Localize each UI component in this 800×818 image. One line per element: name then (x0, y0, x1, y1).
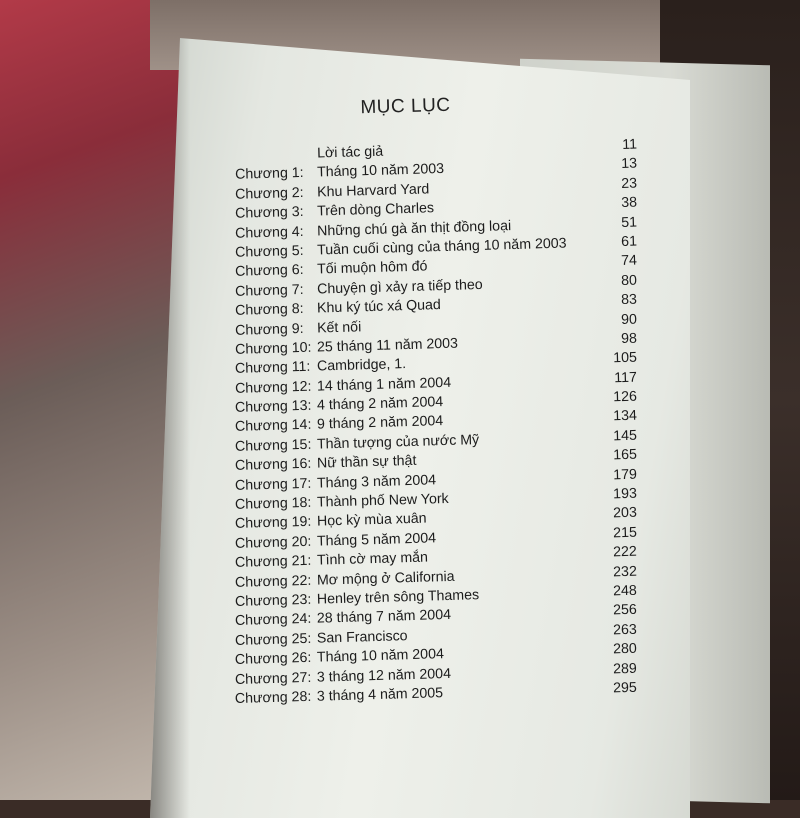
toc-chapter-title: Tháng 5 năm 2004 (316, 530, 437, 550)
toc-chapter-title: Khu ký túc xá Quad (316, 297, 442, 317)
toc-page-number: 263 (612, 621, 638, 639)
toc-chapter-title: Tình cờ may mắn (316, 549, 429, 569)
toc-chapter-title: Tháng 10 năm 2003 (316, 161, 445, 181)
toc-page-number: 11 (622, 136, 638, 153)
toc-chapter-label: Chương 5: (234, 242, 304, 261)
toc-chapter-label: Chương 14: (234, 417, 312, 436)
toc-chapter-title: Kết nối (316, 318, 362, 337)
toc-page-number: 295 (612, 679, 638, 697)
toc-page-number: 215 (612, 524, 638, 542)
toc-chapter-label: Chương 21: (234, 553, 312, 572)
toc-content (190, 84, 638, 756)
toc-chapter-title: 9 tháng 2 năm 2004 (316, 413, 444, 434)
toc-chapter-title: Học kỳ mùa xuân (316, 510, 427, 531)
toc-chapter-label: Chương 13: (234, 397, 312, 416)
toc-chapter-label: Chương 3: (234, 204, 304, 222)
toc-chapter-title: Mơ mộng ở California (316, 568, 455, 589)
toc-chapter-title: 3 tháng 4 năm 2005 (316, 685, 444, 705)
toc-page-number: 74 (620, 252, 638, 270)
toc-page-number: 38 (620, 194, 638, 212)
toc-chapter-label: Chương 25: (234, 630, 312, 649)
toc-chapter-title: Tuần cuối cùng của tháng 10 năm 2003 (316, 235, 567, 259)
page-title: MỤC LỤC (360, 94, 451, 119)
toc-chapter-title: Tháng 3 năm 2004 (316, 471, 437, 492)
toc-chapter-label: Chương 12: (234, 378, 312, 397)
toc-chapter-label: Chương 19: (234, 514, 312, 533)
toc-page-number: 105 (613, 349, 638, 367)
toc-page-number: 117 (614, 369, 638, 386)
toc-page-number: 248 (612, 582, 638, 600)
toc-chapter-title: Henley trên sông Thames (316, 587, 480, 608)
toc-chapter-label: Chương 8: (234, 301, 304, 319)
toc-page-number: 98 (620, 330, 638, 347)
toc-chapter-title: Nữ thần sự thật (316, 453, 417, 472)
toc-page-number: 83 (620, 291, 638, 309)
toc-chapter-label: Chương 6: (234, 262, 304, 281)
toc-chapter-label: Chương 18: (234, 494, 312, 513)
toc-chapter-title: Thần tượng của nước Mỹ (316, 431, 480, 453)
toc-page-number: 289 (612, 660, 638, 677)
toc-page-number: 193 (612, 485, 638, 503)
toc-page-number: 134 (613, 408, 638, 425)
toc-chapter-label (235, 145, 313, 147)
toc-chapter-label: Chương 16: (234, 456, 312, 475)
toc-page-number: 61 (620, 233, 638, 250)
toc-chapter-title: Chuyện gì xảy ra tiếp theo (316, 276, 483, 298)
toc-chapter-title: 25 tháng 11 năm 2003 (316, 335, 459, 356)
toc-page-number: 179 (612, 466, 638, 483)
toc-page-number: 80 (620, 272, 638, 289)
toc-chapter-label: Chương 28: (234, 688, 312, 707)
toc-chapter-title: Cambridge, 1. (316, 356, 407, 375)
toc-chapter-label: Chương 15: (234, 436, 312, 455)
toc-chapter-label: Chương 26: (234, 649, 312, 669)
toc-chapter-title: Tối muộn hôm đó (316, 258, 428, 278)
toc-page-number: 203 (612, 505, 638, 522)
toc-chapter-title: Thành phố New York (316, 490, 449, 511)
toc-chapter-label: Chương 23: (234, 591, 312, 610)
toc-chapter-title: San Francisco (316, 627, 408, 647)
toc-chapter-title: 3 tháng 12 năm 2004 (316, 665, 452, 686)
toc-chapter-label: Chương 9: (234, 320, 304, 339)
toc-chapter-label: Chương 27: (234, 669, 312, 688)
toc-chapter-label: Chương 10: (234, 339, 312, 358)
toc-page-number: 232 (612, 563, 638, 580)
toc-chapter-title: Trên dòng Charles (316, 200, 435, 220)
toc-chapter-title: Tháng 10 năm 2004 (316, 646, 445, 666)
toc-page-number: 23 (620, 175, 638, 192)
toc-chapter-title: Khu Harvard Yard (316, 181, 430, 201)
toc-chapter-title: 4 tháng 2 năm 2004 (316, 394, 444, 414)
toc-chapter-label: Chương 17: (234, 475, 312, 494)
toc-chapter-label: Chương 24: (234, 611, 312, 630)
toc-chapter-title: Lời tác giả (316, 143, 384, 162)
toc-chapter-label: Chương 7: (234, 281, 304, 300)
toc-chapter-title: 14 tháng 1 năm 2004 (316, 374, 452, 395)
toc-chapter-label: Chương 20: (234, 533, 312, 552)
toc-page-number: 165 (612, 446, 638, 464)
toc-page-number: 280 (612, 640, 638, 658)
toc-page-number: 51 (620, 214, 638, 231)
toc-chapter-label: Chương 2: (234, 184, 304, 203)
toc-page-number: 90 (620, 311, 638, 328)
toc-page-number: 145 (613, 427, 638, 445)
toc-page-number: 126 (613, 388, 638, 406)
toc-list (192, 136, 638, 710)
toc-page-number: 256 (612, 602, 638, 619)
toc-chapter-title: Những chú gà ăn thịt đồng loại (316, 217, 512, 240)
toc-chapter-label: Chương 1: (234, 165, 304, 184)
toc-chapter-label: Chương 11: (234, 359, 311, 378)
toc-page-number: 13 (621, 155, 638, 173)
toc-page-number: 222 (612, 543, 638, 561)
toc-chapter-label: Chương 22: (234, 572, 312, 591)
toc-chapter-title: 28 tháng 7 năm 2004 (316, 607, 452, 628)
toc-chapter-label: Chương 4: (234, 223, 304, 242)
